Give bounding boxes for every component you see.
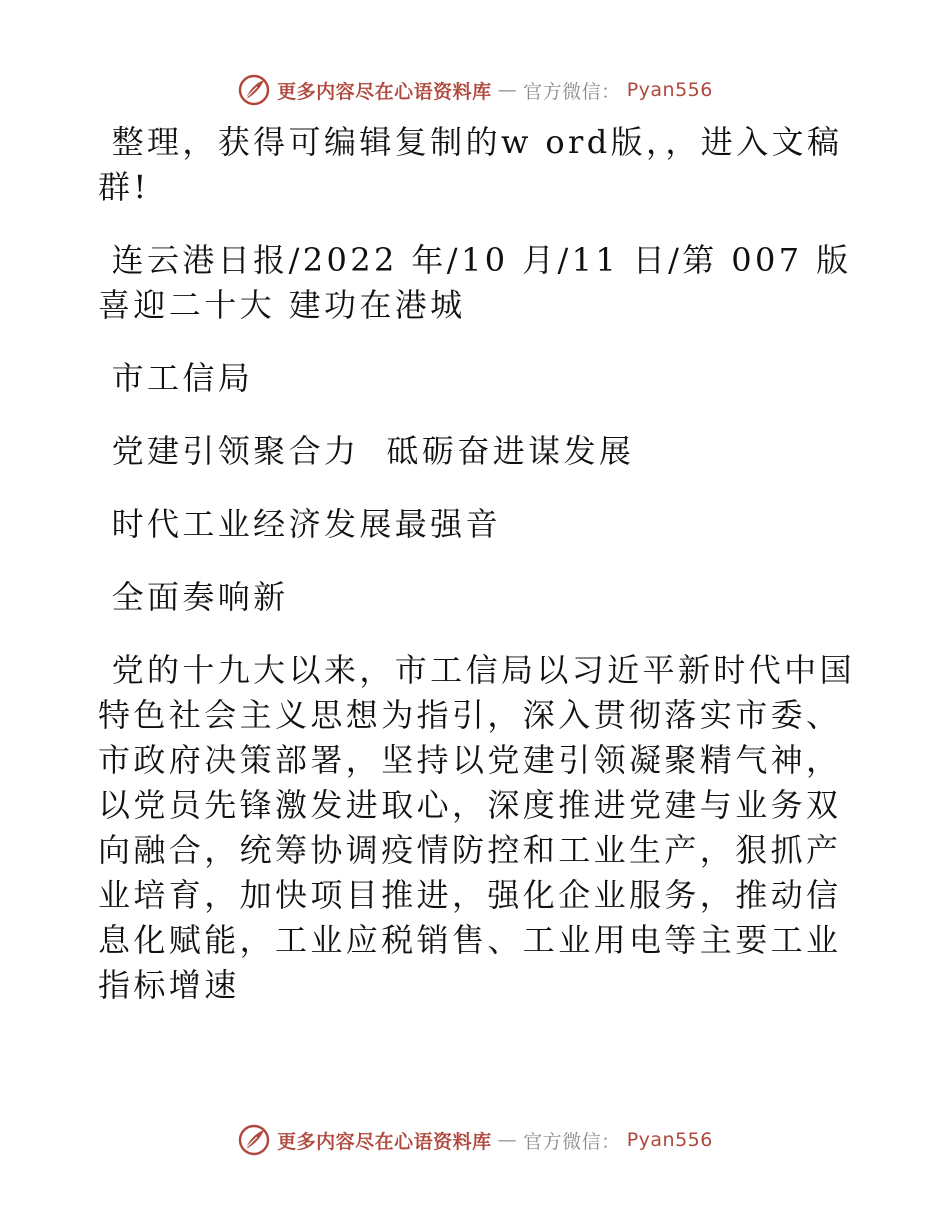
headline-1: 党建引领聚合力 砥砺奋进谋发展 — [98, 432, 635, 470]
headline-2: 时代工业经济发展最强音 — [98, 505, 501, 543]
body-paragraph: 党的十九大以来，市工信局以习近平新时代中国特色社会主义思想为指引，深入贯彻落实市委、市政府决策部署，坚持以党建引领凝聚精气神，以党员先锋激发进取心，深度推进党建与业务双向融合，统筹协调疫情防控和工业生产，狠抓产业培育，加快项目推进，强化企业服务，推动信息化赋能，工业应税销售、工业用电等主要工业指标增速 — [98, 651, 855, 1004]
banner-site-text: 更多内容尽在心语资料库 — [277, 1130, 492, 1153]
banner-wechat-id: Pyan556 — [626, 79, 713, 101]
banner-dash: — — [497, 1129, 518, 1151]
banner-site-text: 更多内容尽在心语资料库 — [277, 80, 492, 103]
department-line: 市工信局 — [98, 359, 254, 397]
banner-dash: — — [497, 79, 518, 101]
header-watermark-banner — [0, 70, 950, 110]
feather-pen-logo-icon — [237, 73, 271, 107]
banner-wechat-id: Pyan556 — [626, 1129, 713, 1151]
footer-watermark-banner — [0, 1120, 950, 1160]
headline-3: 全面奏响新 — [98, 578, 289, 616]
source-line: 连云港日报/2022 年/10 月/11 日/第 007 版喜迎二十大 建功在港城 — [98, 241, 852, 324]
banner-wechat-label: 官方微信： — [523, 80, 621, 103]
feather-pen-logo-icon — [237, 1123, 271, 1157]
intro-paragraph: 整理，获得可编辑复制的w ord版，，进入文稿群! — [98, 123, 843, 206]
document-body — [98, 120, 858, 1008]
banner-wechat-label: 官方微信： — [523, 1130, 621, 1153]
